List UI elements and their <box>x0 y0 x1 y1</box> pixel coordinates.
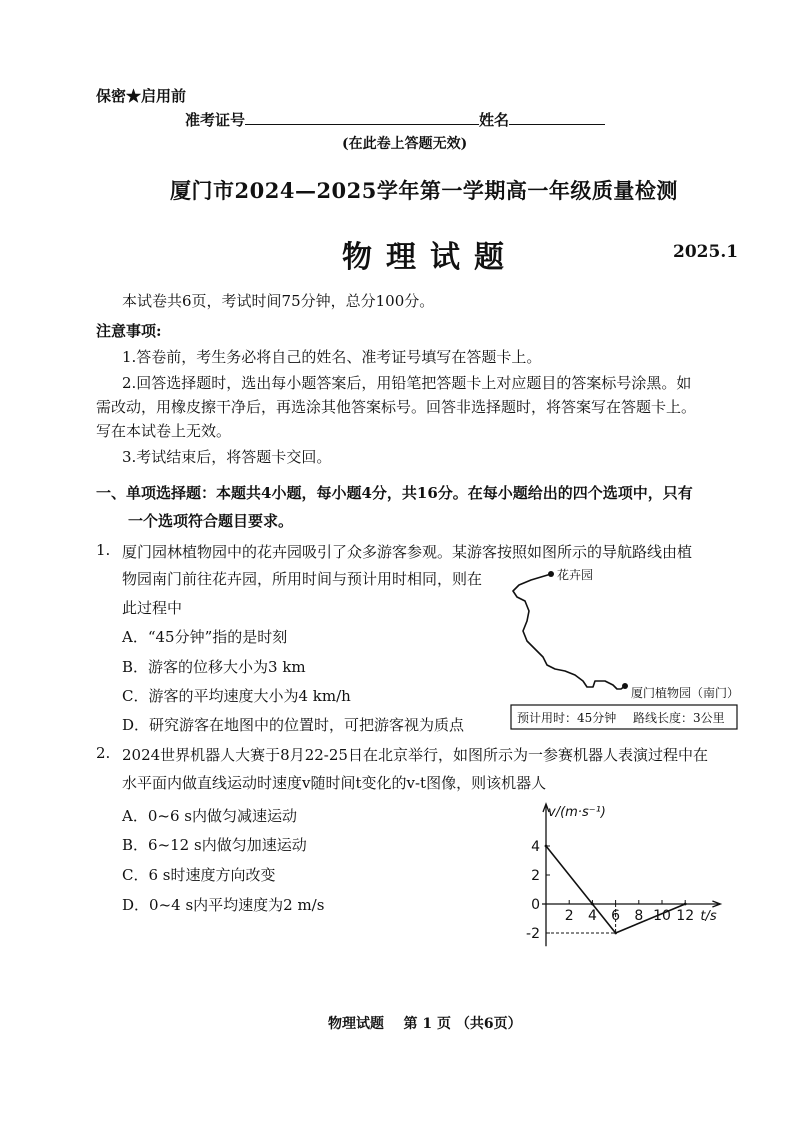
q2-option-b: B．6~12 s内做匀加速运动 <box>122 836 307 854</box>
route-length-label: 路线长度：3公里 <box>633 711 725 725</box>
v-t-point <box>591 903 594 906</box>
q2-option-a: A．0~6 s内做匀减速运动 <box>122 807 297 825</box>
q2-option-c: C．6 s时速度方向改变 <box>122 866 276 884</box>
exam-title: 厦门市2024—2025学年第一学期高一年级质量检测 <box>170 178 678 203</box>
v-t-point <box>614 932 617 935</box>
y-tick-label: 0 <box>531 897 540 913</box>
note-3: 3.考试结束后，将答题卡交回。 <box>122 448 332 466</box>
section-1-requirement: 一个选项符合题目要求。 <box>128 512 294 530</box>
exam-id-row <box>185 109 605 130</box>
note-2-line-3: 写在本试卷上无效。 <box>96 422 232 440</box>
note-2-line-1: 2.回答选择题时，选出每小题答案后，用铅笔把答题卡上对应题目的答案标号涂黑。如 <box>122 374 692 392</box>
q2-stem-line-2: 水平面内做直线运动时速度v随时间t变化的v-t图像，则该机器人 <box>122 774 547 792</box>
note-1: 1.答卷前，考生务必将自己的姓名、准考证号填写在答题卡上。 <box>122 348 542 366</box>
exam-date: 2025.1 <box>673 242 739 262</box>
navigation-route-line <box>513 574 625 689</box>
y-tick-label: 2 <box>531 868 540 884</box>
q1-number: 1. <box>96 541 111 559</box>
exam-id-label: 准考证号 <box>185 111 246 129</box>
x-tick-label: 12 <box>676 908 695 924</box>
v-t-point <box>545 845 548 848</box>
q2-number: 2. <box>96 744 111 762</box>
name-label: 姓名 <box>479 111 510 129</box>
q1-stem-line-3: 此过程中 <box>122 599 183 617</box>
invalid-note: (在此卷上答题无效) <box>342 136 468 152</box>
q1-stem-line-1: 厦门园林植物园中的花卉园吸引了众多游客参观。某游客按照如图所示的导航路线由植 <box>122 543 693 561</box>
q2-option-d: D．0~4 s内平均速度为2 m/s <box>122 896 325 914</box>
x-tick-label: 8 <box>634 908 644 924</box>
exam-id-blank <box>245 110 479 125</box>
q2-stem-line-1: 2024世界机器人大赛于8月22-25日在北京举行，如图所示为一参赛机器人表演过程中在 <box>122 746 708 764</box>
x-tick-label: 4 <box>587 908 597 924</box>
x-tick-label: 10 <box>653 908 671 924</box>
confidential-mark: 保密★启用前 <box>96 87 187 105</box>
start-dot <box>622 683 628 689</box>
page-footer: 物理试题 第 1 页 （共6页） <box>328 1016 522 1032</box>
q1-stem-line-2: 物园南门前往花卉园，所用时间与预计用时相同，则在 <box>122 570 483 588</box>
section-1-heading: 一、单项选择题：本题共4小题，每小题4分，共16分。在每小题给出的四个选项中，只有 <box>96 484 693 502</box>
x-axis-label: t/s <box>700 909 717 924</box>
v-t-chart <box>500 798 740 948</box>
y-tick-label: -2 <box>526 926 540 942</box>
q1-option-b: B．游客的位移大小为3 km <box>122 658 306 676</box>
estimated-time-label: 预计用时：45分钟 <box>517 711 617 725</box>
v-t-point <box>684 903 687 906</box>
q1-option-a: A．“45分钟”指的是时刻 <box>122 628 288 646</box>
intro-text: 本试卷共6页，考试时间75分钟，总分100分。 <box>122 292 435 310</box>
y-tick-label: 4 <box>531 839 540 855</box>
name-blank <box>509 110 605 125</box>
q1-option-d: D．研究游客在地图中的位置时，可把游客视为质点 <box>122 716 465 734</box>
q1-option-c: C．游客的平均速度大小为4 km/h <box>122 687 351 705</box>
destination-label: 花卉园 <box>557 568 594 582</box>
navigation-route-map <box>505 563 745 733</box>
subject-title: 物理试题 <box>342 240 518 275</box>
destination-dot <box>548 571 554 577</box>
start-label: 厦门植物园（南门） <box>631 686 740 700</box>
notes-heading: 注意事项: <box>96 322 162 340</box>
x-tick-label: 6 <box>611 908 621 924</box>
x-tick-label: 2 <box>564 908 574 924</box>
note-2-line-2: 需改动，用橡皮擦干净后，再选涂其他答案标号。回答非选择题时，将答案写在答题卡上。 <box>96 398 697 416</box>
y-axis-label: v/(m·s⁻¹) <box>548 805 606 820</box>
